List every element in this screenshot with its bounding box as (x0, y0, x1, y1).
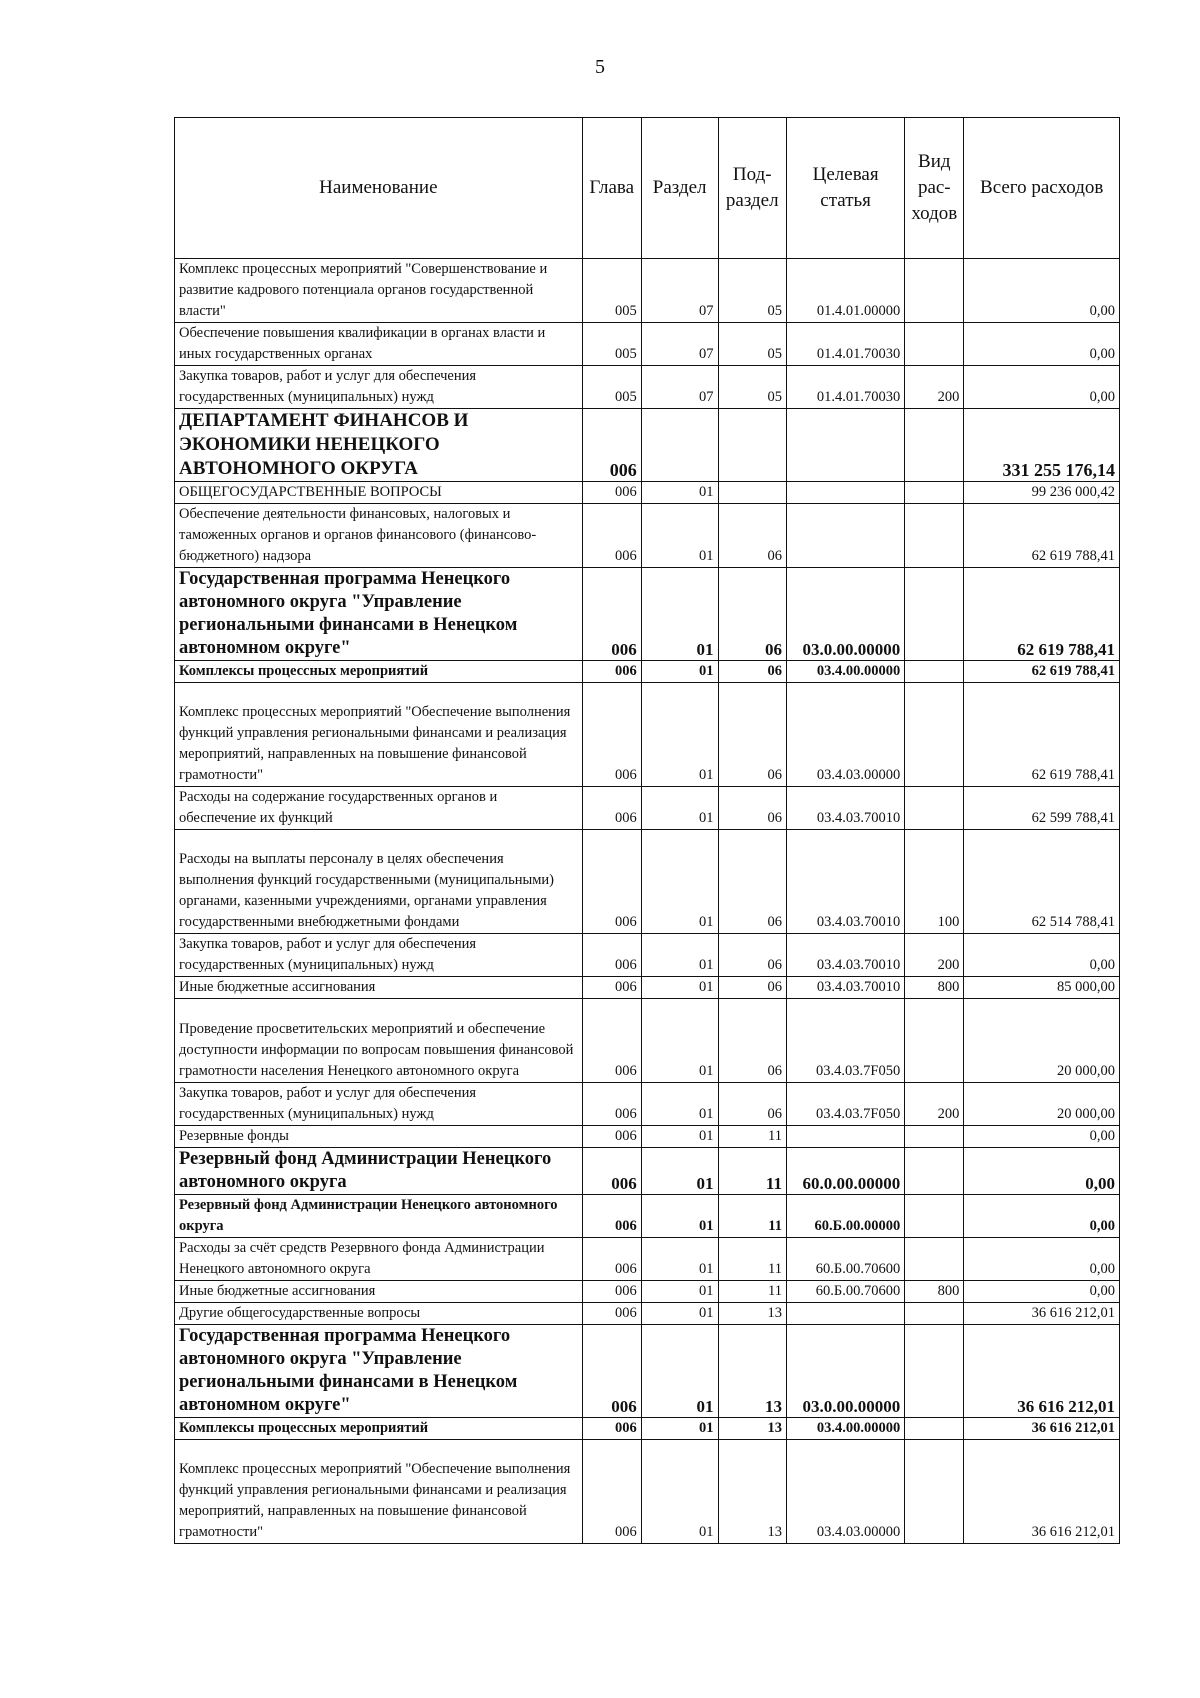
cell-glava: 006 (582, 1440, 641, 1544)
cell-podrazdel: 11 (718, 1238, 786, 1281)
cell-statya: 03.4.03.00000 (786, 1440, 904, 1544)
cell-podrazdel: 06 (718, 999, 786, 1083)
cell-name: ОБЩЕГОСУДАРСТВЕННЫЕ ВОПРОСЫ (175, 482, 583, 504)
header-statya: Целевая статья (786, 118, 904, 259)
table-row (175, 1126, 1120, 1148)
cell-glava: 005 (582, 366, 641, 409)
table-row (175, 568, 1120, 661)
header-vid: Вид рас-ходов (905, 118, 964, 259)
cell-statya (786, 409, 904, 482)
cell-vid (905, 999, 964, 1083)
cell-glava: 006 (582, 1303, 641, 1325)
cell-podrazdel: 06 (718, 683, 786, 787)
cell-total: 0,00 (964, 1126, 1120, 1148)
table-row (175, 830, 1120, 934)
cell-podrazdel: 11 (718, 1126, 786, 1148)
cell-statya (786, 482, 904, 504)
cell-razdel: 07 (641, 323, 718, 366)
table-row (175, 323, 1120, 366)
table-row (175, 1281, 1120, 1303)
cell-statya: 03.4.03.70010 (786, 977, 904, 999)
cell-razdel: 01 (641, 1083, 718, 1126)
cell-total: 62 619 788,41 (964, 683, 1120, 787)
table-row (175, 1418, 1120, 1440)
cell-glava: 006 (582, 568, 641, 661)
cell-vid (905, 1418, 964, 1440)
cell-total: 0,00 (964, 1195, 1120, 1238)
cell-name: Обеспечение деятельности финансовых, налоговых и таможенных органов и органов финансового (финансово-бюджетного) надзора (175, 504, 583, 568)
cell-glava: 006 (582, 409, 641, 482)
cell-statya: 60.Б.00.70600 (786, 1238, 904, 1281)
cell-razdel: 01 (641, 1126, 718, 1148)
cell-name: ДЕПАРТАМЕНТ ФИНАНСОВ И ЭКОНОМИКИ НЕНЕЦКОГО АВТОНОМНОГО ОКРУГА (175, 409, 583, 482)
cell-podrazdel: 06 (718, 830, 786, 934)
cell-name: Резервные фонды (175, 1126, 583, 1148)
cell-razdel: 01 (641, 482, 718, 504)
table-row (175, 1303, 1120, 1325)
table-row (175, 661, 1120, 683)
table-body (175, 259, 1120, 1544)
cell-vid (905, 1440, 964, 1544)
cell-total: 20 000,00 (964, 999, 1120, 1083)
table-row (175, 787, 1120, 830)
cell-total: 0,00 (964, 1238, 1120, 1281)
cell-glava: 006 (582, 977, 641, 999)
cell-podrazdel: 05 (718, 259, 786, 323)
cell-name: Комплекс процессных мероприятий "Совершенствование и развитие кадрового потенциала органов государственной власти" (175, 259, 583, 323)
cell-total: 62 599 788,41 (964, 787, 1120, 830)
cell-total: 0,00 (964, 323, 1120, 366)
table-row (175, 1195, 1120, 1238)
cell-vid (905, 1126, 964, 1148)
cell-glava: 006 (582, 1195, 641, 1238)
cell-podrazdel: 11 (718, 1281, 786, 1303)
cell-name: Комплексы процессных мероприятий (175, 661, 583, 683)
cell-name: Комплекс процессных мероприятий "Обеспечение выполнения функций управления региональными финансами и реализация мероприятий, направленных на повышение финансовой грамотности" (175, 1440, 583, 1544)
cell-statya: 01.4.01.00000 (786, 259, 904, 323)
cell-podrazdel: 06 (718, 977, 786, 999)
cell-name: Комплекс процессных мероприятий "Обеспечение выполнения функций управления региональными финансами и реализация мероприятий, направленных на повышение финансовой грамотности" (175, 683, 583, 787)
cell-podrazdel: 13 (718, 1325, 786, 1418)
cell-vid (905, 787, 964, 830)
cell-razdel (641, 409, 718, 482)
cell-statya: 03.4.00.00000 (786, 661, 904, 683)
cell-total: 99 236 000,42 (964, 482, 1120, 504)
cell-statya (786, 504, 904, 568)
cell-statya: 03.4.03.7F050 (786, 999, 904, 1083)
cell-podrazdel: 06 (718, 661, 786, 683)
table-row (175, 259, 1120, 323)
header-name: Наименование (175, 118, 583, 259)
cell-name: Иные бюджетные ассигнования (175, 977, 583, 999)
cell-podrazdel: 13 (718, 1303, 786, 1325)
cell-podrazdel: 05 (718, 323, 786, 366)
cell-total: 36 616 212,01 (964, 1325, 1120, 1418)
cell-statya: 03.4.03.70010 (786, 787, 904, 830)
cell-name: Закупка товаров, работ и услуг для обеспечения государственных (муниципальных) нужд (175, 1083, 583, 1126)
cell-statya: 01.4.01.70030 (786, 366, 904, 409)
cell-vid: 800 (905, 977, 964, 999)
cell-glava: 006 (582, 787, 641, 830)
cell-vid (905, 1238, 964, 1281)
cell-glava: 006 (582, 1281, 641, 1303)
cell-razdel: 01 (641, 999, 718, 1083)
cell-glava: 006 (582, 830, 641, 934)
cell-statya (786, 1303, 904, 1325)
cell-glava: 006 (582, 504, 641, 568)
cell-glava: 006 (582, 482, 641, 504)
header-podrazdel: Под-раздел (718, 118, 786, 259)
cell-total: 0,00 (964, 259, 1120, 323)
table-row (175, 934, 1120, 977)
table-row (175, 1083, 1120, 1126)
cell-name: Расходы за счёт средств Резервного фонда Администрации Ненецкого автономного округа (175, 1238, 583, 1281)
cell-podrazdel: 05 (718, 366, 786, 409)
cell-total: 62 619 788,41 (964, 504, 1120, 568)
cell-total: 36 616 212,01 (964, 1418, 1120, 1440)
cell-name: Обеспечение повышения квалификации в органах власти и иных государственных органах (175, 323, 583, 366)
cell-name: Проведение просветительских мероприятий и обеспечение доступности информации по вопросам повышения финансовой грамотности населения Ненецкого автономного округа (175, 999, 583, 1083)
cell-glava: 005 (582, 323, 641, 366)
cell-razdel: 07 (641, 366, 718, 409)
cell-razdel: 01 (641, 1148, 718, 1195)
budget-table (174, 117, 1120, 1544)
table-row (175, 1148, 1120, 1195)
table-row (175, 1440, 1120, 1544)
cell-razdel: 01 (641, 1418, 718, 1440)
table-row (175, 482, 1120, 504)
cell-statya: 03.4.03.7F050 (786, 1083, 904, 1126)
cell-glava: 006 (582, 934, 641, 977)
header-total: Всего расходов (964, 118, 1120, 259)
cell-vid: 200 (905, 934, 964, 977)
cell-name: Резервный фонд Администрации Ненецкого автономного округа (175, 1148, 583, 1195)
cell-razdel: 01 (641, 787, 718, 830)
cell-statya: 03.4.03.00000 (786, 683, 904, 787)
cell-vid (905, 504, 964, 568)
cell-total: 62 619 788,41 (964, 661, 1120, 683)
cell-vid (905, 1303, 964, 1325)
cell-razdel: 01 (641, 1281, 718, 1303)
cell-vid (905, 683, 964, 787)
header-glava: Глава (582, 118, 641, 259)
cell-name: Закупка товаров, работ и услуг для обеспечения государственных (муниципальных) нужд (175, 366, 583, 409)
cell-glava: 006 (582, 999, 641, 1083)
cell-statya: 03.4.03.70010 (786, 830, 904, 934)
cell-razdel: 01 (641, 1440, 718, 1544)
cell-podrazdel (718, 409, 786, 482)
cell-razdel: 01 (641, 977, 718, 999)
header-razdel: Раздел (641, 118, 718, 259)
cell-total: 85 000,00 (964, 977, 1120, 999)
cell-podrazdel: 13 (718, 1440, 786, 1544)
cell-podrazdel: 06 (718, 1083, 786, 1126)
cell-podrazdel: 06 (718, 934, 786, 977)
cell-total: 331 255 176,14 (964, 409, 1120, 482)
table-row (175, 1325, 1120, 1418)
cell-razdel: 01 (641, 830, 718, 934)
cell-name: Комплексы процессных мероприятий (175, 1418, 583, 1440)
cell-statya: 03.0.00.00000 (786, 1325, 904, 1418)
cell-statya: 60.Б.00.70600 (786, 1281, 904, 1303)
cell-name: Государственная программа Ненецкого автономного округа "Управление региональными финансами в Ненецком автономном округе" (175, 1325, 583, 1418)
cell-statya: 03.4.00.00000 (786, 1418, 904, 1440)
cell-glava: 006 (582, 1418, 641, 1440)
cell-name: Другие общегосударственные вопросы (175, 1303, 583, 1325)
cell-vid (905, 1325, 964, 1418)
cell-glava: 006 (582, 1083, 641, 1126)
cell-statya: 60.0.00.00000 (786, 1148, 904, 1195)
cell-vid: 100 (905, 830, 964, 934)
cell-razdel: 01 (641, 934, 718, 977)
cell-podrazdel: 06 (718, 787, 786, 830)
cell-glava: 006 (582, 1325, 641, 1418)
table-row (175, 366, 1120, 409)
cell-name: Закупка товаров, работ и услуг для обеспечения государственных (муниципальных) нужд (175, 934, 583, 977)
cell-total: 62 619 788,41 (964, 568, 1120, 661)
cell-vid: 200 (905, 1083, 964, 1126)
cell-razdel: 01 (641, 1303, 718, 1325)
cell-razdel: 01 (641, 661, 718, 683)
table-row (175, 999, 1120, 1083)
cell-total: 0,00 (964, 366, 1120, 409)
cell-glava: 006 (582, 1148, 641, 1195)
cell-statya: 60.Б.00.00000 (786, 1195, 904, 1238)
table-row (175, 1238, 1120, 1281)
cell-statya: 01.4.01.70030 (786, 323, 904, 366)
table-row (175, 409, 1120, 482)
cell-razdel: 01 (641, 1325, 718, 1418)
cell-razdel: 01 (641, 504, 718, 568)
cell-podrazdel: 13 (718, 1418, 786, 1440)
cell-vid (905, 259, 964, 323)
cell-vid: 200 (905, 366, 964, 409)
cell-podrazdel: 11 (718, 1195, 786, 1238)
cell-glava: 006 (582, 1126, 641, 1148)
cell-name: Иные бюджетные ассигнования (175, 1281, 583, 1303)
cell-name: Государственная программа Ненецкого автономного округа "Управление региональными финансами в Ненецком автономном округе" (175, 568, 583, 661)
cell-vid (905, 1195, 964, 1238)
cell-total: 0,00 (964, 1148, 1120, 1195)
cell-vid: 800 (905, 1281, 964, 1303)
cell-statya: 03.0.00.00000 (786, 568, 904, 661)
cell-name: Расходы на содержание государственных органов и обеспечение их функций (175, 787, 583, 830)
cell-glava: 006 (582, 683, 641, 787)
cell-razdel: 01 (641, 683, 718, 787)
cell-vid (905, 409, 964, 482)
cell-vid (905, 482, 964, 504)
page-number: 5 (595, 56, 605, 78)
cell-razdel: 01 (641, 568, 718, 661)
cell-total: 0,00 (964, 1281, 1120, 1303)
cell-vid (905, 661, 964, 683)
cell-podrazdel: 06 (718, 568, 786, 661)
cell-glava: 006 (582, 1238, 641, 1281)
cell-vid (905, 323, 964, 366)
cell-vid (905, 568, 964, 661)
cell-total: 20 000,00 (964, 1083, 1120, 1126)
cell-name: Резервный фонд Администрации Ненецкого автономного округа (175, 1195, 583, 1238)
table-row (175, 977, 1120, 999)
cell-podrazdel: 11 (718, 1148, 786, 1195)
cell-glava: 006 (582, 661, 641, 683)
cell-total: 36 616 212,01 (964, 1440, 1120, 1544)
cell-statya (786, 1126, 904, 1148)
table-header-row (175, 118, 1120, 259)
cell-razdel: 01 (641, 1238, 718, 1281)
cell-vid (905, 1148, 964, 1195)
cell-podrazdel (718, 482, 786, 504)
table-row (175, 504, 1120, 568)
cell-razdel: 01 (641, 1195, 718, 1238)
cell-razdel: 07 (641, 259, 718, 323)
cell-podrazdel: 06 (718, 504, 786, 568)
table-row (175, 683, 1120, 787)
cell-total: 36 616 212,01 (964, 1303, 1120, 1325)
cell-statya: 03.4.03.70010 (786, 934, 904, 977)
cell-name: Расходы на выплаты персоналу в целях обеспечения выполнения функций государственными (муниципальными) органами, казенными учреждениями, органами управления государственными внебюджетными фондами (175, 830, 583, 934)
cell-total: 62 514 788,41 (964, 830, 1120, 934)
cell-total: 0,00 (964, 934, 1120, 977)
cell-glava: 005 (582, 259, 641, 323)
